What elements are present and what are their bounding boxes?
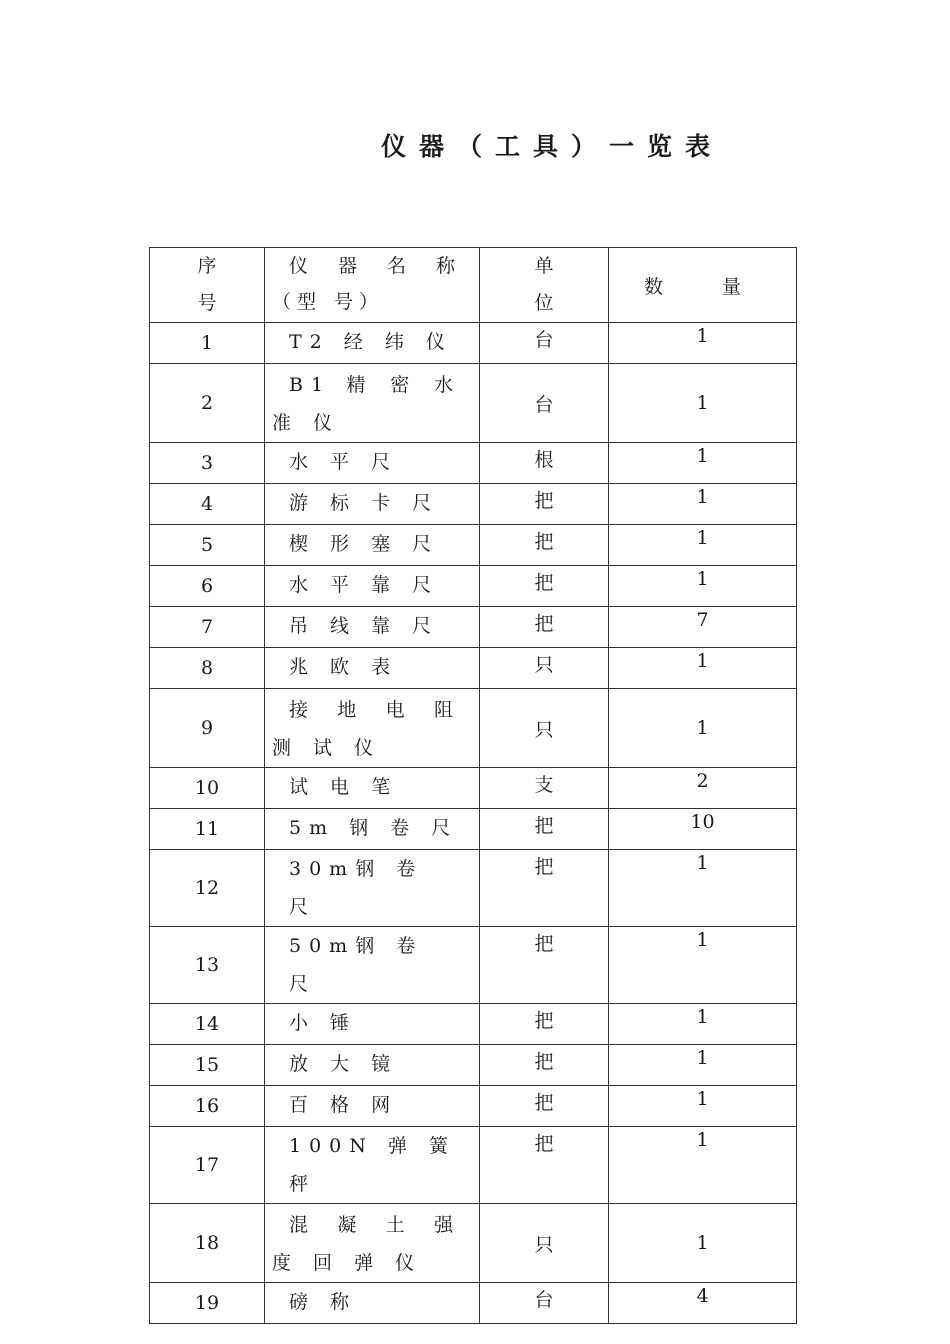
cell-name: T2 经 纬 仪 (265, 323, 480, 364)
cell-name-line1: B1 精 密 水 (289, 374, 461, 396)
cell-unit: 台 (480, 1283, 609, 1324)
table-row (150, 566, 797, 607)
cell-no: 6 (150, 566, 265, 607)
cell-unit: 只 (480, 1204, 609, 1283)
table-row (150, 850, 797, 927)
cell-name: 百 格 网 (265, 1086, 480, 1127)
cell-qty: 1 (609, 1127, 797, 1204)
cell-qty: 1 (609, 1086, 797, 1127)
header-unit-line1: 单 (534, 255, 554, 277)
header-seq (150, 248, 265, 323)
header-name-line2: （型 号） (272, 291, 385, 313)
table-row (150, 648, 797, 689)
cell-no: 3 (150, 443, 265, 484)
cell-qty: 7 (609, 607, 797, 648)
cell-unit: 根 (480, 443, 609, 484)
cell-name: 水 平 尺 (265, 443, 480, 484)
cell-unit: 把 (480, 1004, 609, 1045)
cell-unit: 只 (480, 689, 609, 768)
table-row (150, 1127, 797, 1204)
cell-unit: 把 (480, 566, 609, 607)
cell-name-line2: 准 仪 (272, 412, 341, 434)
cell-unit: 把 (480, 927, 609, 1004)
cell-name: 50m钢 卷 尺 (265, 927, 480, 1004)
table-row (150, 525, 797, 566)
cell-name (265, 689, 480, 768)
table-row (150, 1086, 797, 1127)
cell-unit: 把 (480, 1127, 609, 1204)
cell-name (265, 364, 480, 443)
cell-no: 19 (150, 1283, 265, 1324)
cell-qty: 1 (609, 525, 797, 566)
cell-name: 30m钢 卷 尺 (265, 850, 480, 927)
cell-name: 磅 称 (265, 1283, 480, 1324)
cell-name: 小 锤 (265, 1004, 480, 1045)
table-row (150, 364, 797, 443)
header-unit-line2: 位 (534, 292, 554, 314)
cell-unit: 台 (480, 364, 609, 443)
cell-unit: 台 (480, 323, 609, 364)
cell-name: 5m 钢 卷 尺 (265, 809, 480, 850)
cell-no: 10 (150, 768, 265, 809)
cell-name: 兆 欧 表 (265, 648, 480, 689)
table-row (150, 323, 797, 364)
cell-unit: 把 (480, 1045, 609, 1086)
table-row (150, 689, 797, 768)
table-row (150, 1045, 797, 1086)
cell-name: 楔 形 塞 尺 (265, 525, 480, 566)
cell-name-line1: 混 凝 土 强 (289, 1214, 461, 1236)
cell-unit: 把 (480, 484, 609, 525)
cell-no: 12 (150, 850, 265, 927)
cell-no: 9 (150, 689, 265, 768)
cell-name: 放 大 镜 (265, 1045, 480, 1086)
cell-qty: 1 (609, 1004, 797, 1045)
cell-qty: 1 (609, 850, 797, 927)
cell-name: 游 标 卡 尺 (265, 484, 480, 525)
cell-qty: 10 (609, 809, 797, 850)
cell-no: 11 (150, 809, 265, 850)
cell-no: 14 (150, 1004, 265, 1045)
cell-no: 4 (150, 484, 265, 525)
cell-qty: 1 (609, 484, 797, 525)
cell-name-line2: 度 回 弹 仪 (272, 1252, 423, 1274)
document-title: 仪器（工具）一览表 (381, 132, 724, 161)
instrument-table (149, 247, 797, 1324)
table-row (150, 484, 797, 525)
cell-no: 18 (150, 1204, 265, 1283)
cell-no: 5 (150, 525, 265, 566)
cell-no: 8 (150, 648, 265, 689)
cell-qty: 1 (609, 364, 797, 443)
cell-qty: 2 (609, 768, 797, 809)
cell-unit: 把 (480, 607, 609, 648)
cell-no: 7 (150, 607, 265, 648)
cell-unit: 把 (480, 809, 609, 850)
cell-name: 100N 弹 簧 秤 (265, 1127, 480, 1204)
cell-qty: 1 (609, 689, 797, 768)
cell-qty: 4 (609, 1283, 797, 1324)
cell-qty: 1 (609, 566, 797, 607)
header-unit (480, 248, 609, 323)
cell-qty: 1 (609, 1204, 797, 1283)
cell-name: 吊 线 靠 尺 (265, 607, 480, 648)
cell-no: 2 (150, 364, 265, 443)
table-row (150, 607, 797, 648)
table-row (150, 1004, 797, 1045)
header-name-line1: 仪 器 名 称 (289, 255, 461, 277)
cell-qty: 1 (609, 323, 797, 364)
cell-name-line1: 接 地 电 阻 (289, 699, 461, 721)
table-row (150, 809, 797, 850)
table-row (150, 443, 797, 484)
cell-unit: 支 (480, 768, 609, 809)
header-qty: 数 量 (609, 248, 797, 323)
cell-qty: 1 (609, 648, 797, 689)
cell-name: 水 平 靠 尺 (265, 566, 480, 607)
cell-qty: 1 (609, 443, 797, 484)
cell-name-line2: 测 试 仪 (272, 737, 382, 759)
cell-no: 13 (150, 927, 265, 1004)
cell-unit: 只 (480, 648, 609, 689)
cell-qty: 1 (609, 927, 797, 1004)
header-seq-line2: 号 (197, 292, 217, 314)
cell-name: 试 电 笔 (265, 768, 480, 809)
cell-no: 1 (150, 323, 265, 364)
cell-unit: 把 (480, 850, 609, 927)
cell-no: 16 (150, 1086, 265, 1127)
table-row (150, 927, 797, 1004)
table-row (150, 1283, 797, 1324)
header-seq-line1: 序 (197, 255, 217, 277)
table-row (150, 768, 797, 809)
cell-unit: 把 (480, 525, 609, 566)
header-name (265, 248, 480, 323)
header-row (150, 248, 797, 323)
table-row (150, 1204, 797, 1283)
cell-name (265, 1204, 480, 1283)
cell-no: 17 (150, 1127, 265, 1204)
cell-unit: 把 (480, 1086, 609, 1127)
cell-qty: 1 (609, 1045, 797, 1086)
cell-no: 15 (150, 1045, 265, 1086)
